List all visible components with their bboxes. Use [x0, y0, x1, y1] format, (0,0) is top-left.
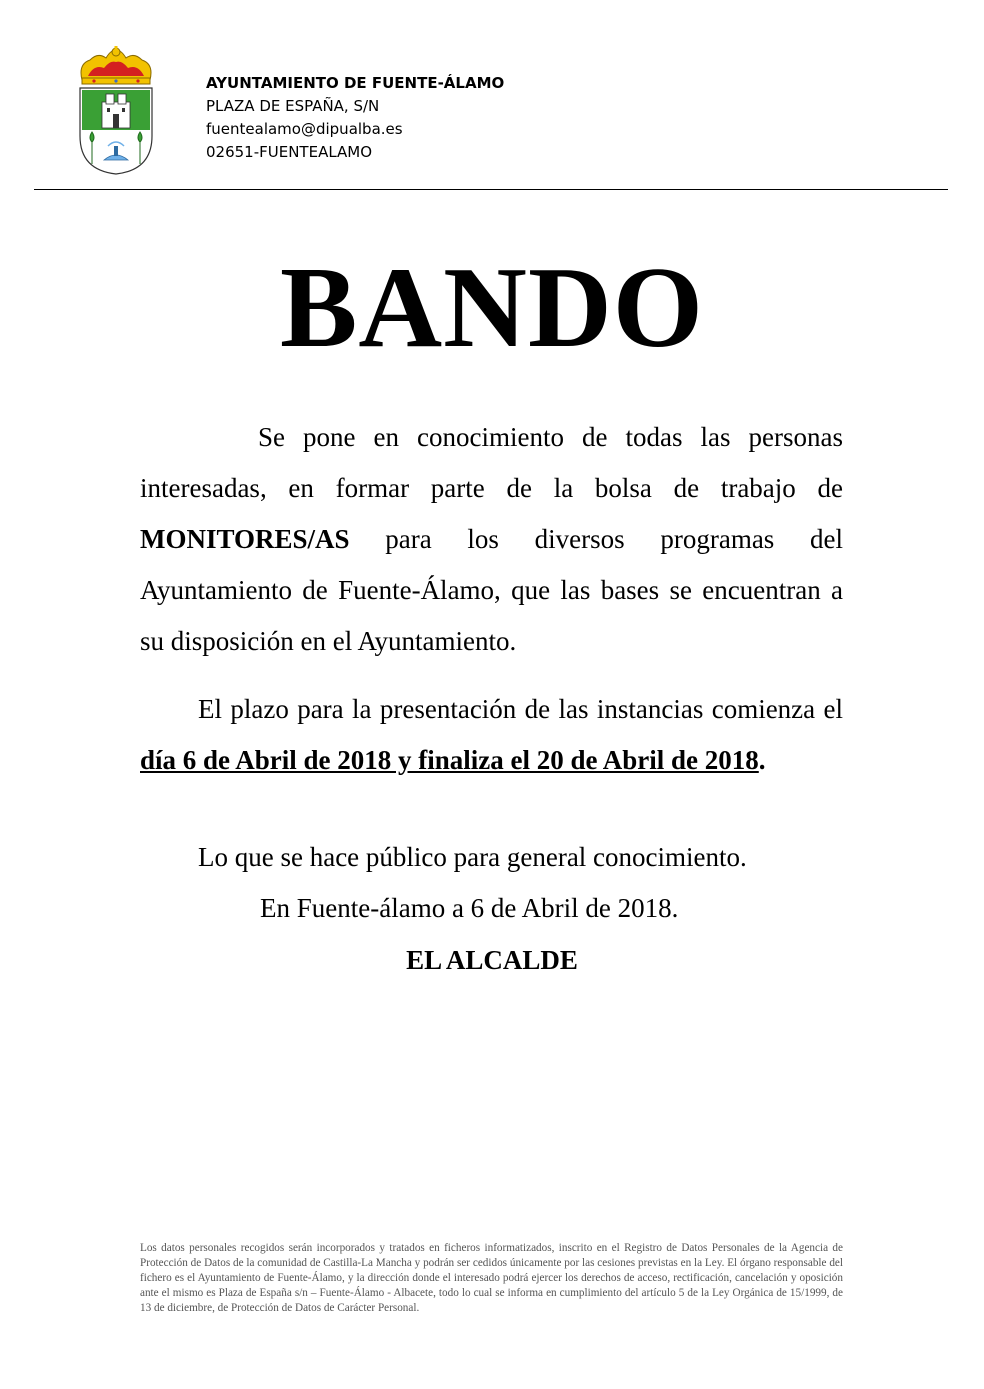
deadline-paragraph [140, 684, 843, 786]
paragraph-rest: para los diversos programas del Ayuntamiento de Fuente-Álamo, que las bases se encuentran a su disposición en el Ayuntamiento. [140, 524, 843, 656]
org-name: AYUNTAMIENTO DE FUENTE-ÁLAMO [206, 74, 505, 92]
signature: EL ALCALDE [406, 945, 578, 975]
place-date: En Fuente-álamo a 6 de Abril de 2018. [260, 893, 679, 923]
closing-line: Lo que se hace público para general conocimiento. [198, 842, 747, 872]
job-title: MONITORES/AS [140, 524, 350, 554]
paragraph-intro: Se pone en conocimiento de todas las personas interesadas, en formar parte de la bolsa de trabajo de [140, 422, 843, 503]
org-email: fuentealamo@dipualba.es [206, 120, 403, 138]
header-divider [34, 189, 948, 190]
coat-of-arms-icon [74, 46, 158, 178]
announcement-paragraph [140, 412, 843, 667]
deadline-end: . [758, 745, 766, 775]
privacy-footer-note: Los datos personales recogidos serán incorporados y tratados en ficheros informatizados, inscrito en el Registro de Datos Personales de la Agencia de Protección de Datos de la comunidad de Castilla-La Mancha y podrán ser cedidos únicamente por las cesiones previstas en la Ley. El órgano responsable del fichero es el Ayuntamiento de Fuente-Álamo, y la dirección donde el interesado podrá ejercer los derechos de acceso, rectificación, cancelación y oposición ante el mismo es Plaza de España s/n – Fuente-Álamo - Albacete, todo lo cual se informa en cumplimiento del artículo 5 de la Ley Orgánica de 15/1999, de 13 de diciembre, de Protección de Datos de Carácter Personal. [140, 1242, 843, 1315]
org-postal: 02651-FUENTEALAMO [206, 143, 373, 161]
org-address: PLAZA DE ESPAÑA, S/N [206, 97, 380, 115]
page-title: BANDO [280, 244, 704, 372]
deadline-dates: día 6 de Abril de 2018 y finaliza el 20 de Abril de 2018 [140, 745, 759, 775]
deadline-intro: El plazo para la presentación de las instancias comienza el [198, 694, 843, 724]
letterhead [206, 72, 504, 164]
